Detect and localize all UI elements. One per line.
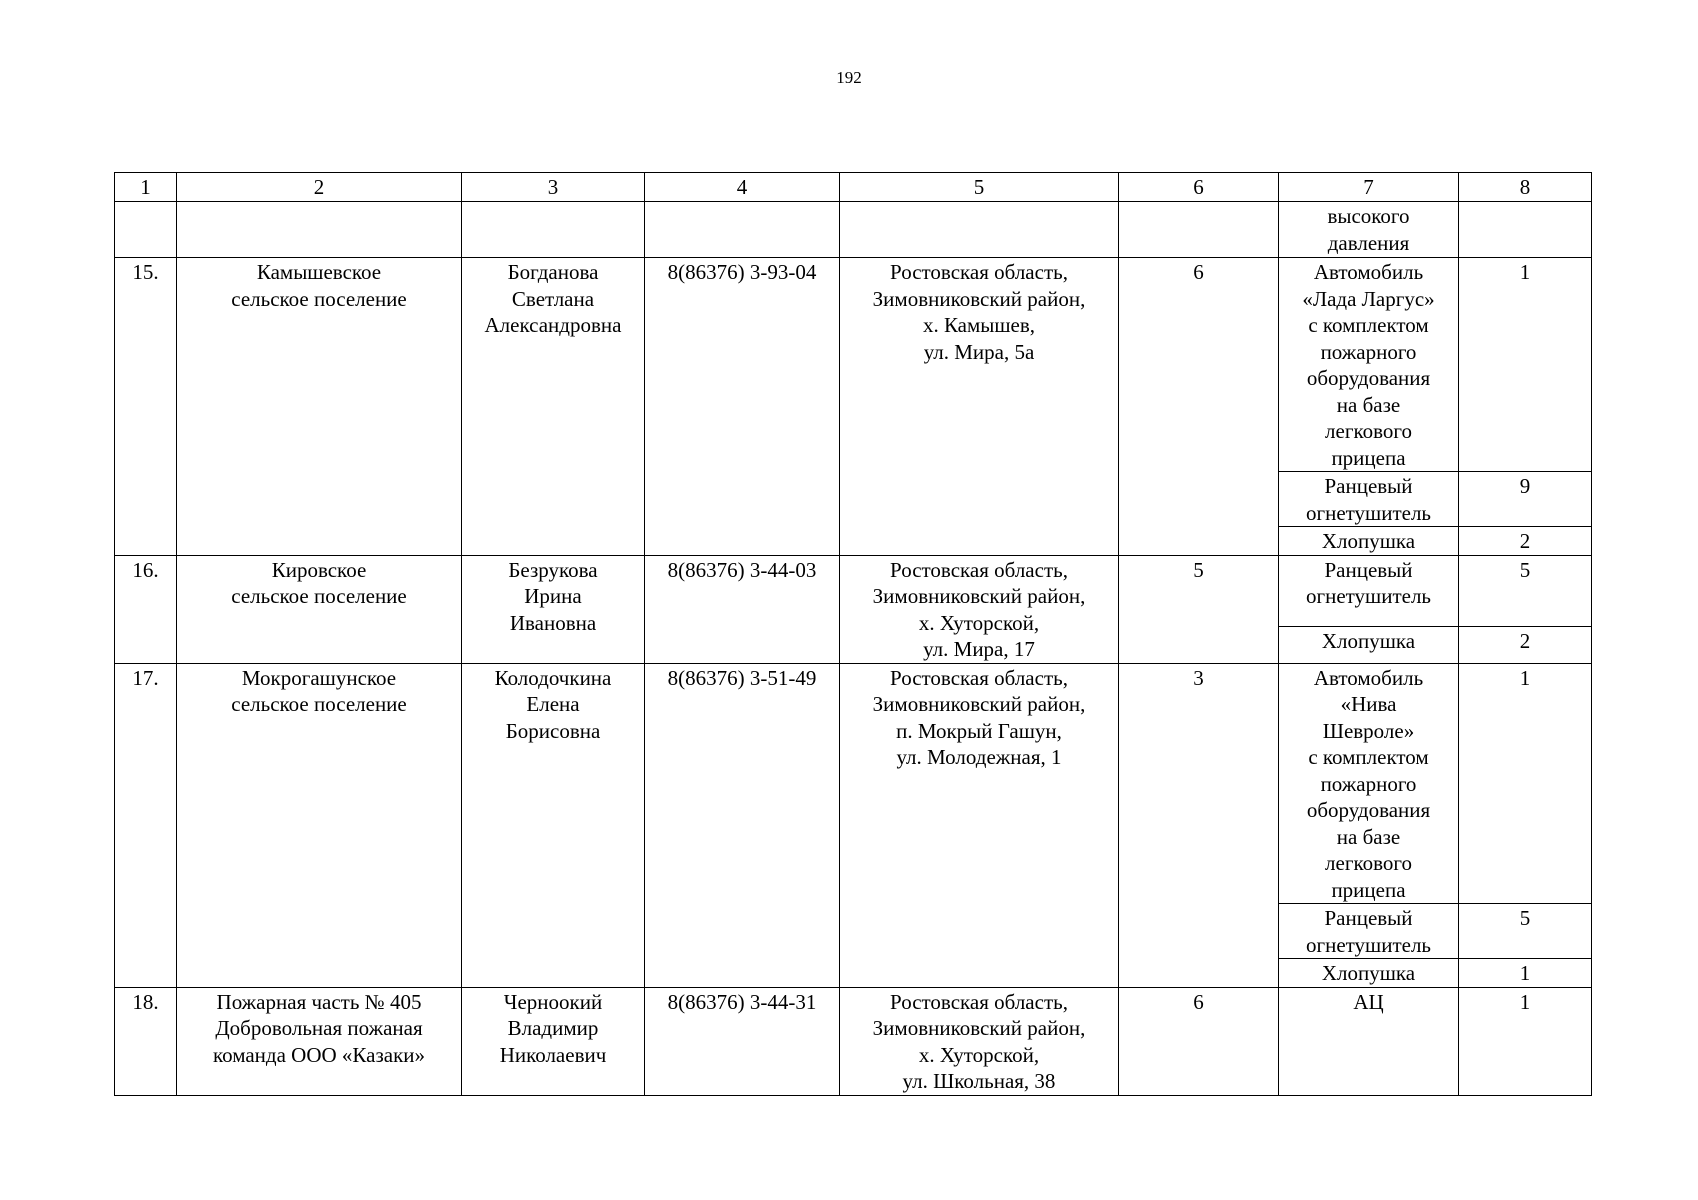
equipment-count: 1 [1459,258,1592,472]
equipment-count: 5 [1459,904,1592,959]
equipment-count: 5 [1459,555,1592,626]
equipment-name: Хлопушка [1279,626,1459,663]
table-row-continuation [115,202,1592,258]
empty-cell [115,202,177,258]
equipment-count: 1 [1459,959,1592,988]
column-6-value: 5 [1119,555,1279,663]
equipment-name: Ранцевый огнетушитель [1279,904,1459,959]
row-number: 15. [115,258,177,556]
equipment-name: АЦ [1279,987,1459,1095]
phone-number: 8(86376) 3-51-49 [645,663,840,987]
empty-cell [840,202,1119,258]
table-row [115,663,1592,904]
responsible-person: Безрукова Ирина Ивановна [462,555,645,663]
phone-number: 8(86376) 3-44-31 [645,987,840,1095]
column-number: 7 [1279,173,1459,202]
phone-number: 8(86376) 3-44-03 [645,555,840,663]
equipment-name: Автомобиль «Лада Ларгус» с комплектом пожарного оборудования на базе легкового прицепа [1279,258,1459,472]
equipment-table [114,172,1592,1096]
settlement-name: Пожарная часть № 405 Добровольная пожаная команда ООО «Казаки» [177,987,462,1095]
column-6-value: 6 [1119,987,1279,1095]
equipment-count [1459,202,1592,258]
empty-cell [645,202,840,258]
equipment-name: Ранцевый огнетушитель [1279,472,1459,527]
column-number: 3 [462,173,645,202]
table-row [115,258,1592,472]
row-number: 18. [115,987,177,1095]
empty-cell [177,202,462,258]
column-number: 8 [1459,173,1592,202]
address: Ростовская область, Зимовниковский район, х. Хуторской, ул. Мира, 17 [840,555,1119,663]
column-number: 4 [645,173,840,202]
responsible-person: Колодочкина Елена Борисовна [462,663,645,987]
row-number: 16. [115,555,177,663]
equipment-name: Хлопушка [1279,527,1459,556]
table-header-row [115,173,1592,202]
equipment-count: 9 [1459,472,1592,527]
column-6-value: 3 [1119,663,1279,987]
column-number: 5 [840,173,1119,202]
equipment-count: 1 [1459,663,1592,904]
equipment-name: Ранцевый огнетушитель [1279,555,1459,626]
page-number: 192 [836,68,862,87]
phone-number: 8(86376) 3-93-04 [645,258,840,556]
equipment-name: высокого давления [1279,202,1459,258]
responsible-person: Черноокий Владимир Николаевич [462,987,645,1095]
address: Ростовская область, Зимовниковский район, х. Хуторской, ул. Школьная, 38 [840,987,1119,1095]
equipment-name: Автомобиль «Нива Шевроле» с комплектом пожарного оборудования на базе легкового прицепа [1279,663,1459,904]
equipment-count: 2 [1459,626,1592,663]
empty-cell [1119,202,1279,258]
equipment-name: Хлопушка [1279,959,1459,988]
column-number: 6 [1119,173,1279,202]
row-number: 17. [115,663,177,987]
equipment-count: 2 [1459,527,1592,556]
settlement-name: Камышевское сельское поселение [177,258,462,556]
address: Ростовская область, Зимовниковский район, х. Камышев, ул. Мира, 5а [840,258,1119,556]
settlement-name: Кировское сельское поселение [177,555,462,663]
column-number: 1 [115,173,177,202]
empty-cell [462,202,645,258]
table-row [115,987,1592,1095]
equipment-count: 1 [1459,987,1592,1095]
table-row [115,555,1592,626]
column-6-value: 6 [1119,258,1279,556]
settlement-name: Мокрогашунское сельское поселение [177,663,462,987]
address: Ростовская область, Зимовниковский район, п. Мокрый Гашун, ул. Молодежная, 1 [840,663,1119,987]
column-number: 2 [177,173,462,202]
responsible-person: Богданова Светлана Александровна [462,258,645,556]
